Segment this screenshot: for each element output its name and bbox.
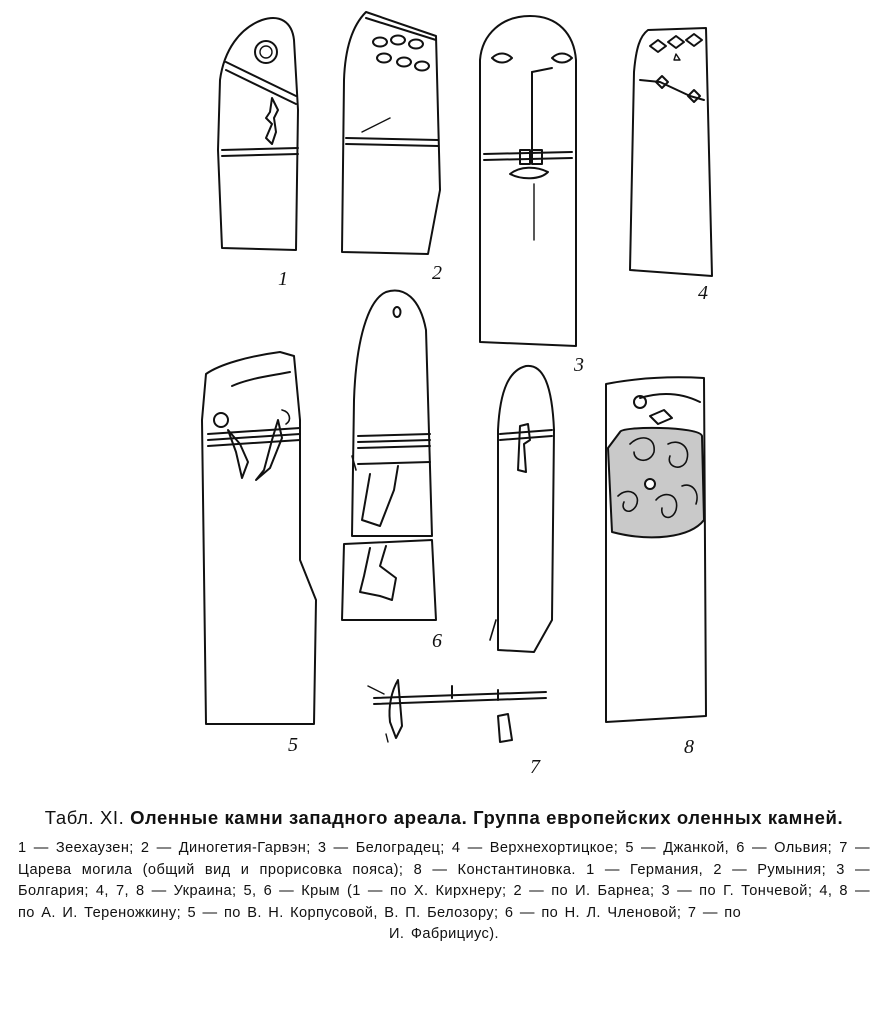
stone-label-1: 1 xyxy=(278,268,288,290)
stone-label-2: 2 xyxy=(432,262,442,284)
stone-7-belt-tracing xyxy=(368,680,546,742)
table-label: Табл. XI. xyxy=(44,807,125,828)
figure-caption xyxy=(18,806,870,946)
legend-text: 1 — Зеехаузен; 2 — Диногетия-Гарвэн; 3 — Белоградец; 4 — Верхнехортицкое; 5 — Джанкой, 6 — Ольвия; 7 — Царева могила (общий вид и прорисовка пояса); 8 — Константиновка. 1 — Германия, 2 — Румыния; 3 — Болгария; 4, 7, 8 — Украина; 5, 6 — Крым (1 — по Х. Кирхнеру; 2 — по И. Барнеа; 3 — по Г. Тончевой; 4, 8 — по А. И. Тереножкину; 5 — по В. Н. Корпусовой, В. П. Белозору; 6 — по Н. Л. Членовой; 7 — по xyxy=(18,840,870,921)
caption-title-text: Оленные камни западного ареала. Группа европейских оленных камней. xyxy=(130,807,844,828)
stone-1-seehausen xyxy=(218,18,298,250)
stone-6-olbia xyxy=(342,291,436,620)
stone-label-5: 5 xyxy=(288,734,298,756)
stone-3-belogradets xyxy=(480,16,576,346)
stone-2-dinogetia xyxy=(342,12,440,254)
stone-label-3: 3 xyxy=(574,354,584,376)
caption-title xyxy=(18,806,870,830)
caption-legend xyxy=(18,838,870,946)
legend-tail: И. Фабрициус). xyxy=(389,926,499,942)
stone-5-dzhankoi xyxy=(202,352,316,724)
stone-7-tsareva-mogila xyxy=(368,366,554,742)
stone-8-konstantinovka xyxy=(606,377,706,722)
stone-label-8: 8 xyxy=(684,736,694,758)
stone-label-7: 7 xyxy=(530,756,540,778)
stone-4-verkhnekhortitskoe xyxy=(630,28,712,276)
stone-label-6: 6 xyxy=(432,630,442,652)
stone-label-4: 4 xyxy=(698,282,708,304)
